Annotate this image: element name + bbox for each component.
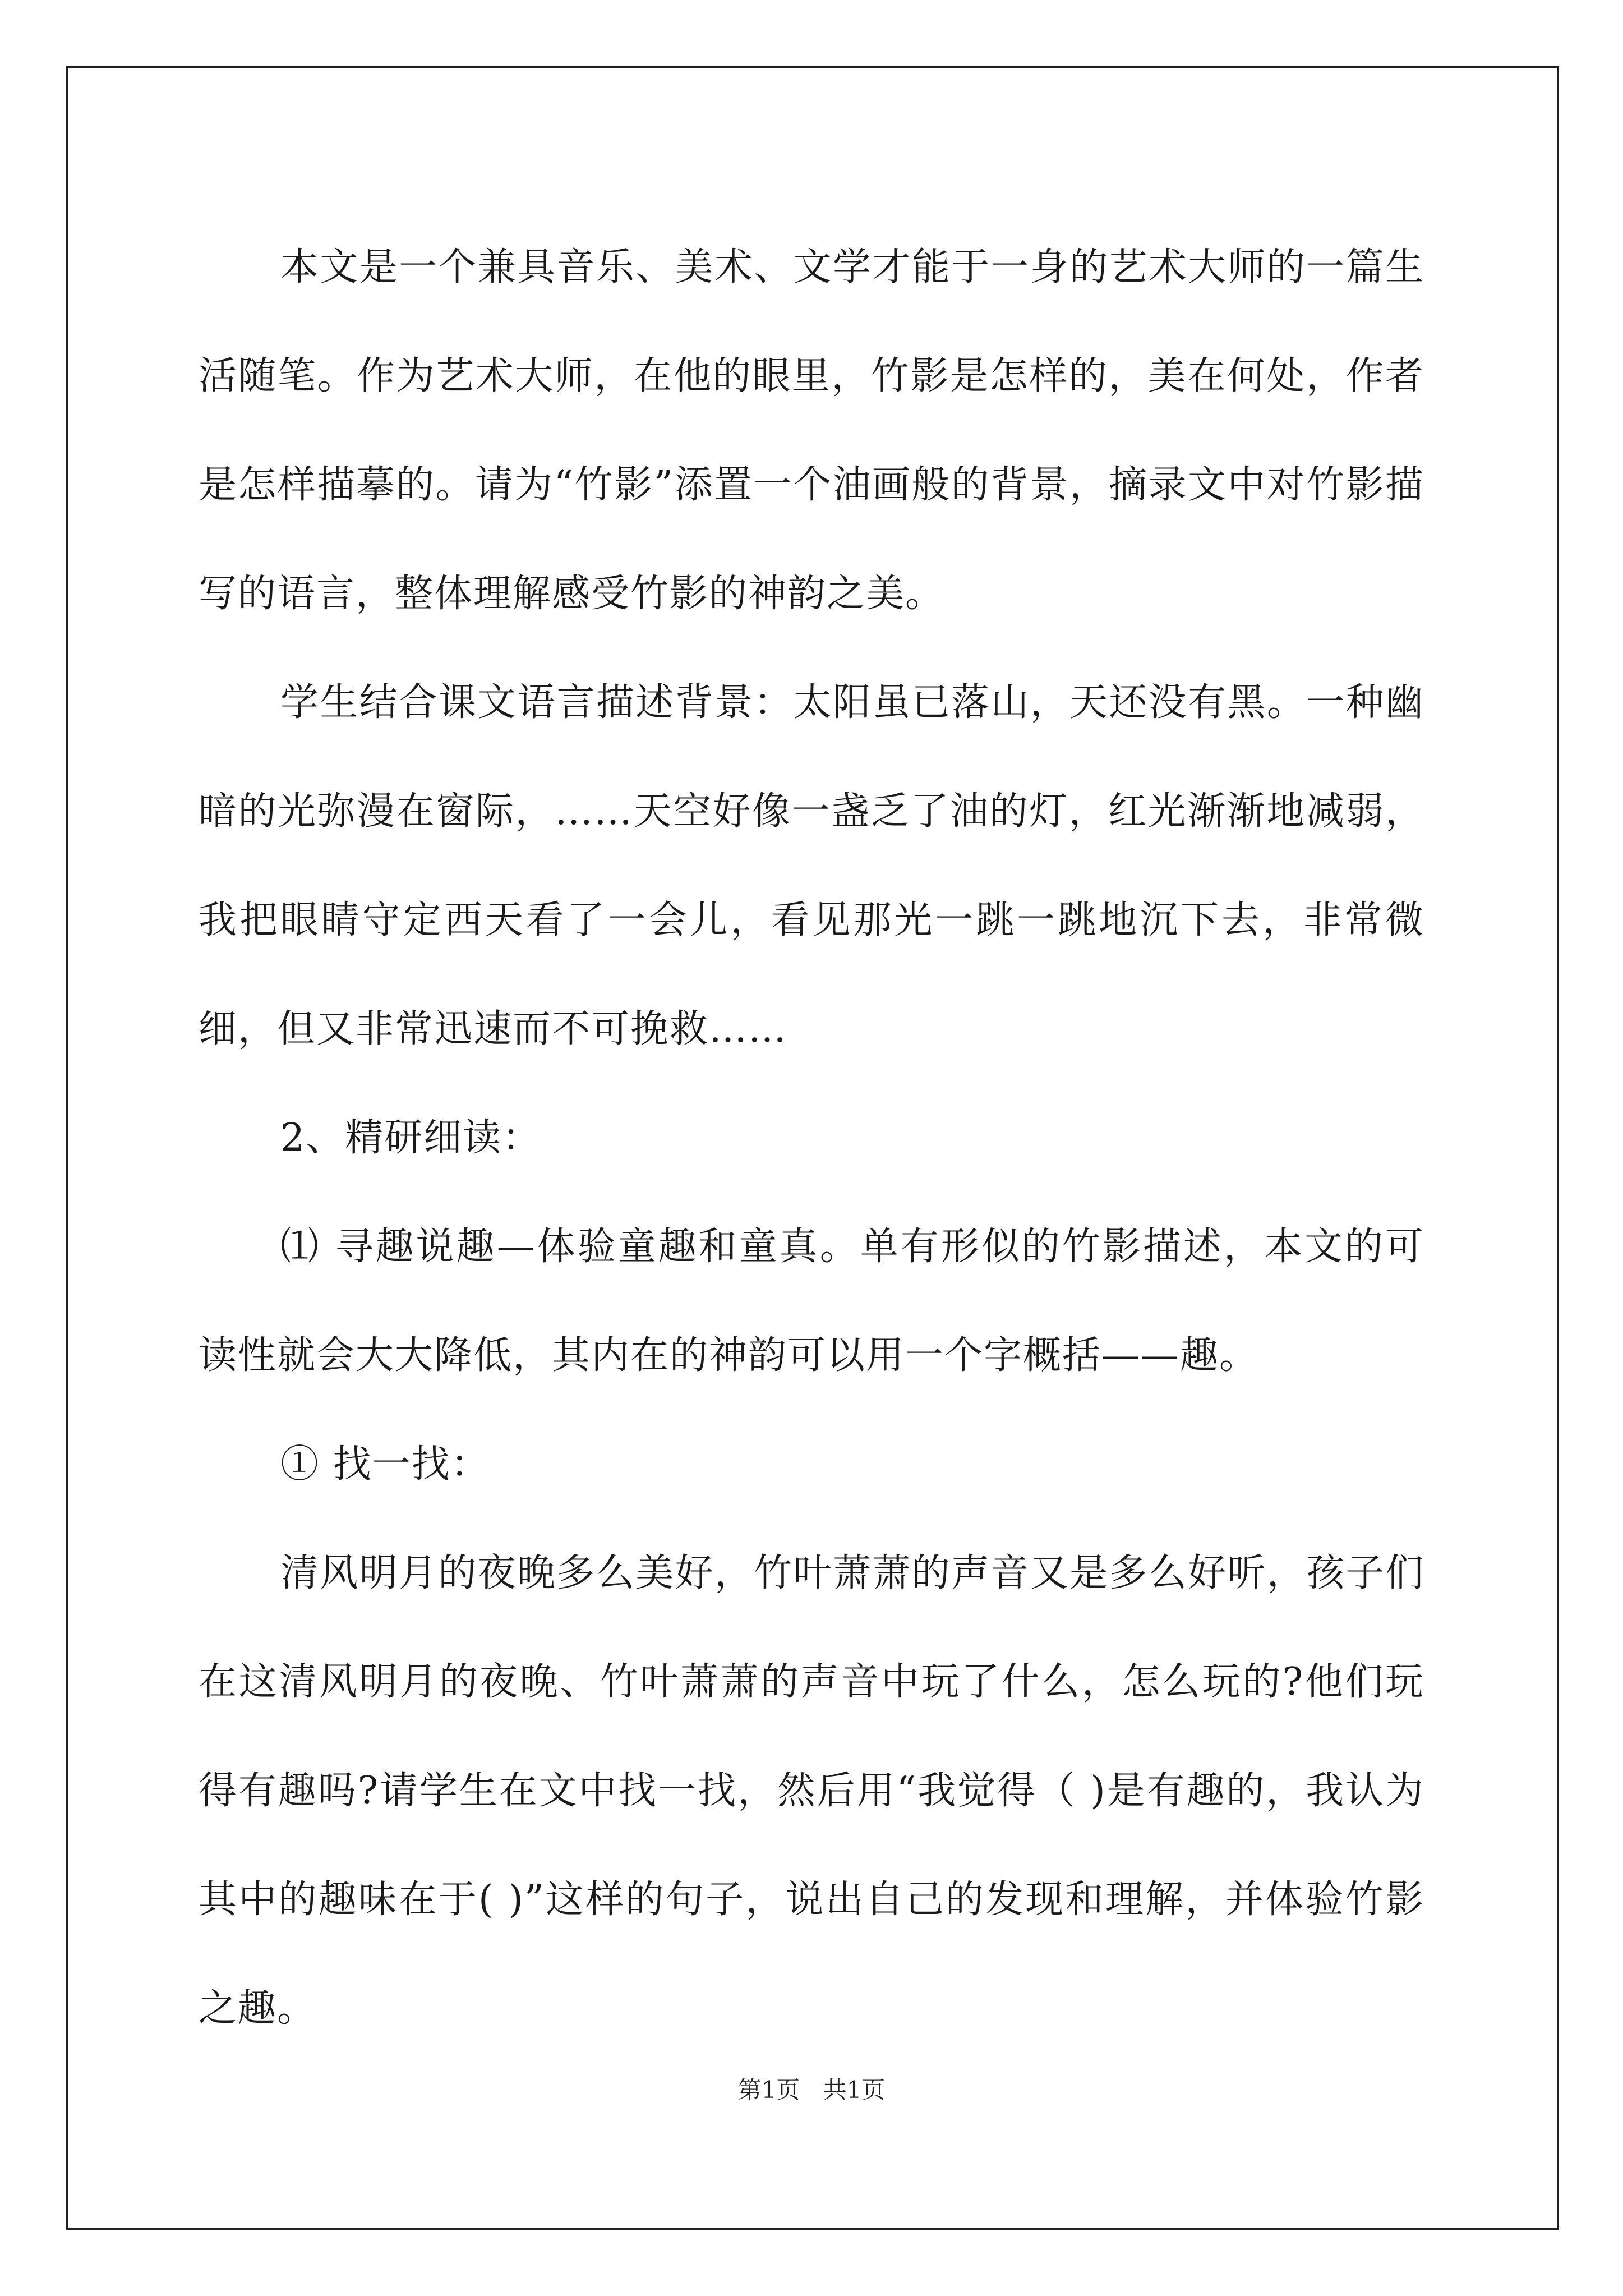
page-number: 第1页	[737, 2076, 800, 2104]
paragraph-fun-and-innocence: ⑴ 寻趣说趣—体验童趣和童真。单有形似的竹影描述，本文的可读性就会大大降低，其内在的神韵可以用一个字概括——趣。	[199, 1225, 1424, 1378]
section-heading-close-reading: 2、精研细读：	[280, 1116, 542, 1160]
subheading-find-it: ① 找一找：	[280, 1442, 490, 1487]
paragraph-intro: 本文是一个兼具音乐、美术、文学才能于一身的艺术大师的一篇生活随笔。作为艺术大师，在他的眼里，竹影是怎样的，美在何处，作者是怎样描摹的。请为“竹影”添置一个油画般的背景，摘录文中对竹影描写的语言，整体理解感受竹影的神韵之美。	[199, 245, 1424, 616]
page-footer	[0, 2073, 1623, 2107]
page-total: 共1页	[823, 2076, 886, 2104]
document-body	[199, 213, 1424, 2063]
paragraph-background: 学生结合课文语言描述背景：太阳虽已落山，天还没有黑。一种幽暗的光弥漫在窗际，……天空好像一盏乏了油的灯，红光渐渐地减弱，我把眼睛守定西天看了一会儿，看见那光一跳一跳地沉下去，非常微细，但又非常迅速而不可挽救……	[199, 680, 1424, 1051]
paragraph-activity-prompt: 清风明月的夜晚多么美好，竹叶萧萧的声音又是多么好听，孩子们在这清风明月的夜晚、竹叶萧萧的声音中玩了什么，怎么玩的?他们玩得有趣吗?请学生在文中找一找，然后用“我觉得（ )是有趣的，我认为其中的趣味在于( )”这样的句子，说出自己的发现和理解，并体验竹影之趣。	[199, 1551, 1424, 2031]
